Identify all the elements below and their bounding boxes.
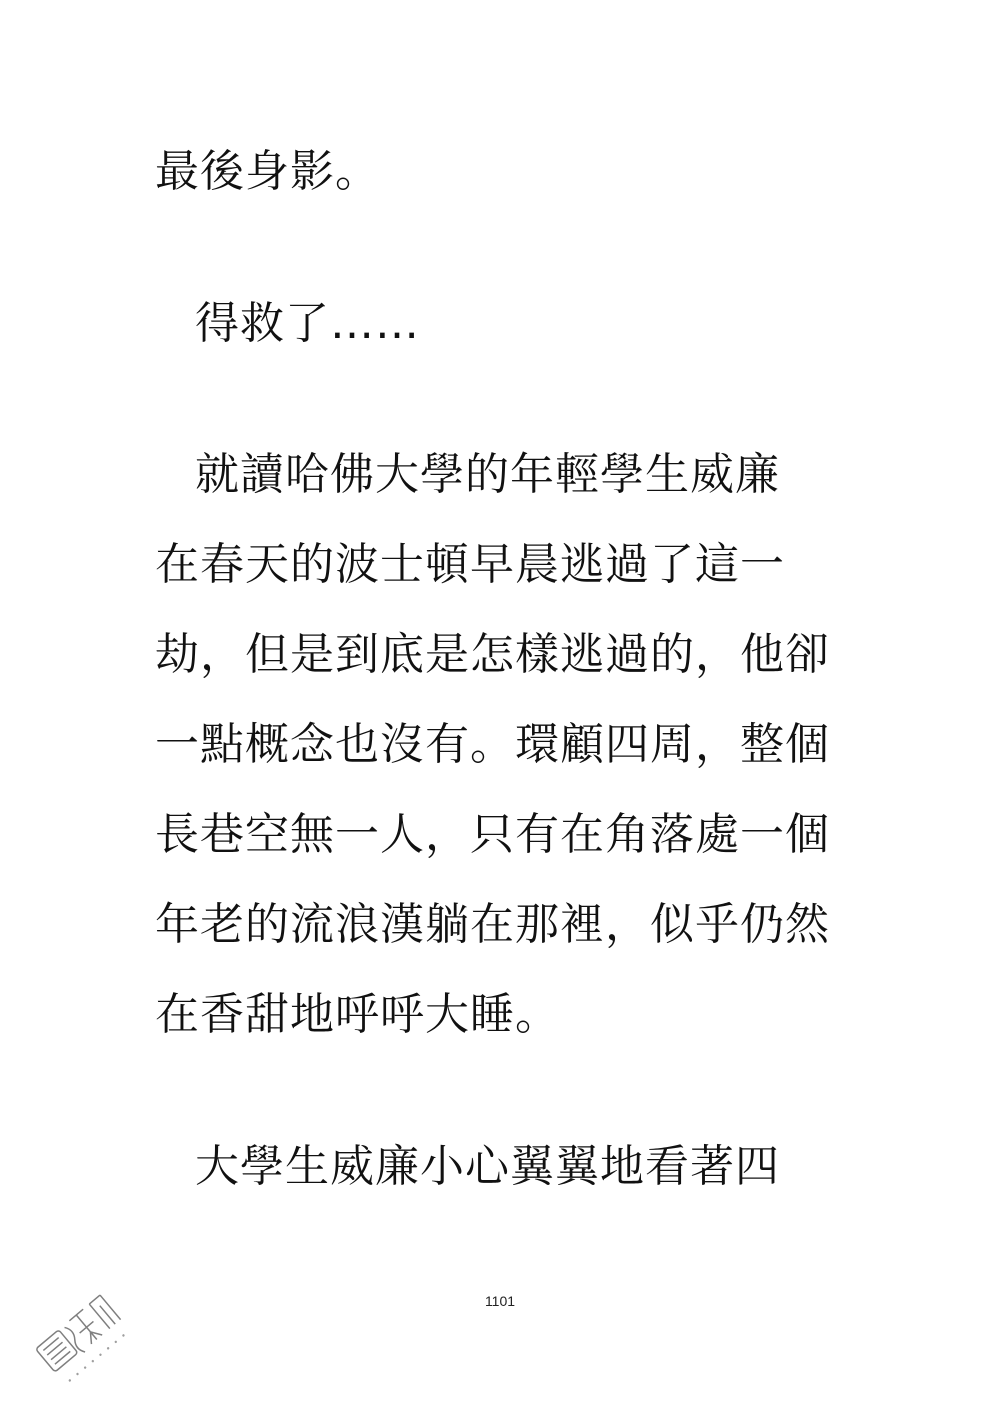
text-line: 年老的流浪漢躺在那裡，似乎仍然 — [155, 899, 830, 950]
text-line: 就讀哈佛大學的年輕學生威廉 — [195, 449, 780, 500]
text-line: 得救了…… — [195, 298, 420, 349]
text-line: 在春天的波士頓早晨逃過了這一 — [155, 539, 785, 590]
text-line: 在香甜地呼呼大睡。 — [155, 989, 560, 1040]
text-line: 大學生威廉小心翼翼地看著四 — [195, 1141, 780, 1192]
watermark-logo-icon — [14, 1262, 154, 1402]
page-number: 1101 — [484, 1293, 516, 1309]
text-line: 一點概念也沒有。環顧四周，整個 — [155, 719, 830, 770]
watermark-logo — [14, 1262, 154, 1402]
text-line: 最後身影。 — [155, 146, 380, 197]
text-line: 劫，但是到底是怎樣逃過的，他卻 — [155, 629, 830, 680]
text-line: 長巷空無一人，只有在角落處一個 — [155, 809, 830, 860]
